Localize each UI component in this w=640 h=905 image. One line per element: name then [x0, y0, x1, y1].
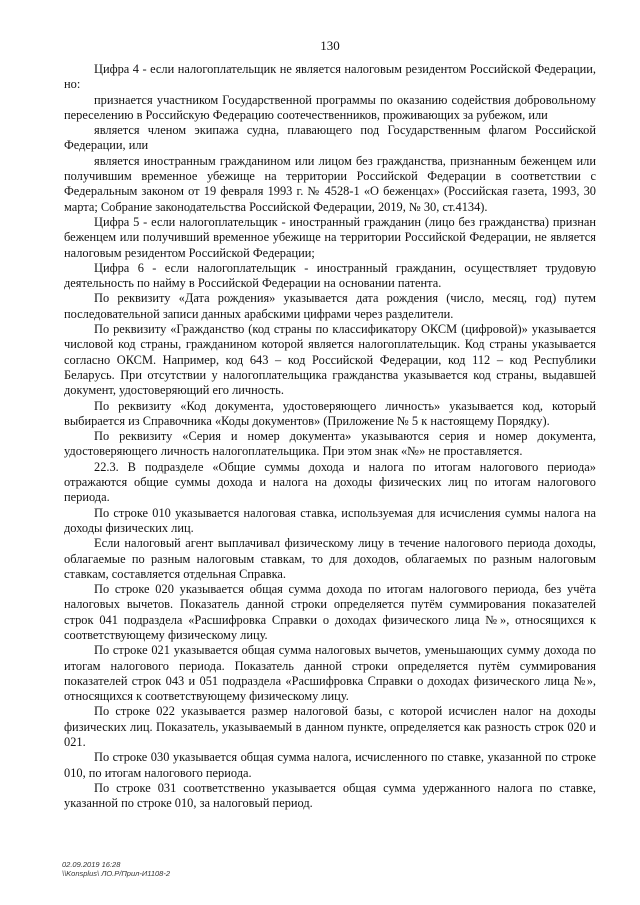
paragraph: По строке 020 указывается общая сумма дохода по итогам налогового периода, без учёта налоговых вычетов. Показатель данной строки определяется путём суммирования показателей строк 041 подраздела «Расшифровка Справки о доходах физического лица №», относящихся к соответствующему физическому лицу. [64, 582, 596, 642]
paragraph: По строке 031 соответственно указывается общая сумма удержанного налога по ставке, указанной по строке 010, за налоговый период. [64, 780, 596, 811]
paragraph: Цифра 4 - если налогоплательщик не является налоговым резидентом Российской Федерации, но: [64, 62, 596, 92]
paragraph: признается участником Государственной программы по оказанию содействия добровольному переселению в Российскую Федерацию соотечественников, проживающих за рубежом, или [64, 92, 596, 122]
page-number: 130 [320, 38, 340, 53]
footer-timestamp: 02.09.2019 16:28 [62, 860, 121, 869]
paragraph: По реквизиту «Серия и номер документа» указываются серия и номер документа, удостоверяющего личность налогоплательщика. При этом знак «№» не проставляется. [64, 429, 596, 459]
paragraph: Цифра 6 - если налогоплательщик - иностранный гражданин, осуществляет трудовую деятельность по найму в Российской Федерации на основании патента. [64, 260, 596, 291]
paragraph: является членом экипажа судна, плавающего под Государственным флагом Российской Федерации, или [64, 123, 596, 153]
paragraph: Цифра 5 - если налогоплательщик - иностранный гражданин (лицо без гражданства) признан беженцем или получивший временное убежище на территории Российской Федерации, не является налоговым резидентом Российской Федерации; [64, 214, 596, 260]
paragraph: По реквизиту «Дата рождения» указывается дата рождения (число, месяц, год) путем последовательной записи данных арабскими цифрами через разделители. [64, 291, 596, 321]
document-footer [62, 860, 170, 878]
paragraph: По реквизиту «Код документа, удостоверяющего личность» указывается код, который выбирается из Справочника «Коды документов» (Приложение № 5 к настоящему Порядку). [64, 398, 596, 428]
paragraph: является иностранным гражданином или лицом без гражданства, признанным беженцем или получившим временное убежище на территории Российской Федерации в соответствии с Федеральным законом от 19 февраля 1993 г. № 4528-1 «О беженцах» (Российская газета, 1993, 30 марта; Собрание законодательства Российской Федерации, 2019, № 30, ст.4134). [64, 153, 596, 214]
paragraph: По строке 022 указывается размер налоговой базы, с которой исчислен налог на доходы физических лиц. Показатель, указываемый в данном пункте, определяется как разность строк 020 и 021. [64, 704, 596, 750]
footer-file-path: \\Konsplus\ ЛО.Р/Прил-И1108-2 [62, 869, 170, 878]
paragraph: 22.3. В подразделе «Общие суммы дохода и налога по итогам налогового периода» отражаются общие суммы дохода и налога на доходы физических лиц по итогам налогового периода. [64, 459, 596, 505]
paragraph: По строке 030 указывается общая сумма налога, исчисленного по ставке, указанной по строке 010, по итогам налогового периода. [64, 750, 596, 780]
paragraph: По строке 021 указывается общая сумма налоговых вычетов, уменьшающих сумму дохода по итогам налогового периода. Показатель данной строки определяется путём суммирования показателей строк 043 и 051 подраздела «Расшифровка Справки о доходах физического лица №», относящихся к соответствующему физическому лицу. [64, 643, 596, 704]
document-body [64, 62, 596, 812]
paragraph: Если налоговый агент выплачивал физическому лицу в течение налогового периода доходы, облагаемые по разным налоговым ставкам, то для доходов, облагаемых по разным налоговым ставкам, составляется отдельная Справка. [64, 536, 596, 581]
paragraph: По реквизиту «Гражданство (код страны по классификатору ОКСМ (цифровой)» указывается числовой код страны, гражданином которой является налогоплательщик. Код страны указывается согласно ОКСМ. Например, код 643 – код Российской Федерации, код 112 – код Республики Беларусь. При отсутствии у налогоплательщика гражданства указывается код страны, выдавшей документ, удостоверяющий его личность. [64, 322, 596, 398]
paragraph: По строке 010 указывается налоговая ставка, используемая для исчисления суммы налога на доходы физических лиц. [64, 505, 596, 535]
